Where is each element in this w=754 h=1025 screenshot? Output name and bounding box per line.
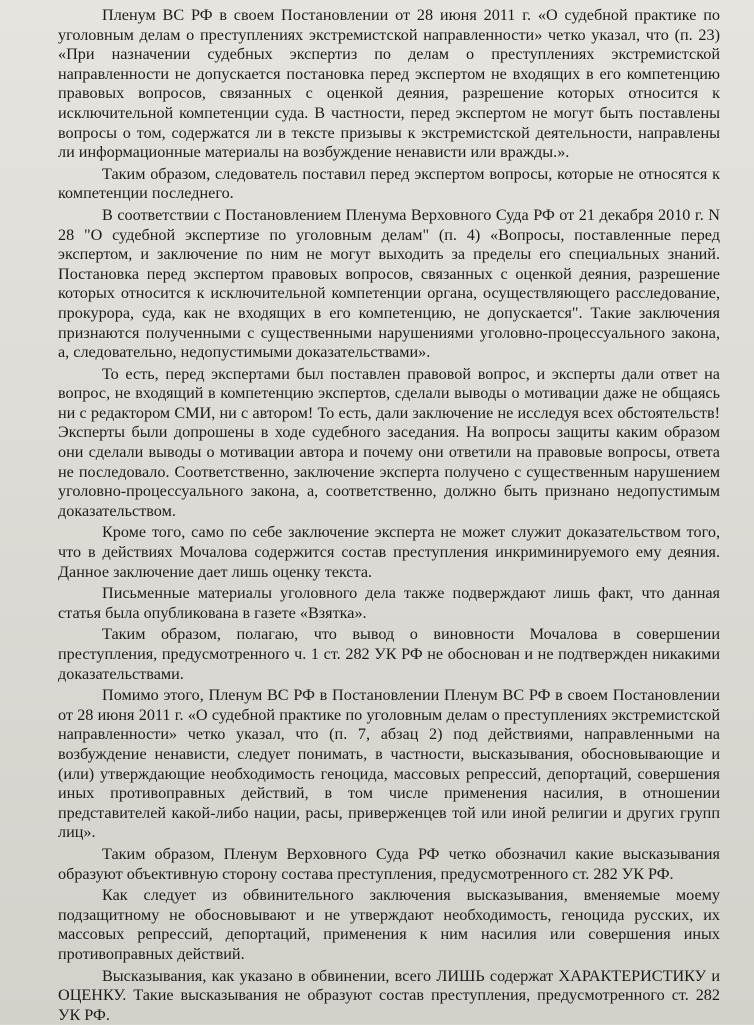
paragraph-characteristic-assessment: Высказывания, как указано в обвинении, всего ЛИШЬ содержат ХАРАКТЕРИСТИКУ и ОЦЕНКУ. Такие высказывания не образуют состав преступления, предусмотренного ст. 282 УК РФ. <box>58 967 720 1025</box>
paragraph-objective-side: Таким образом, Пленум Верховного Суда РФ четко обозначил какие высказывания образуют объективную сторону состава преступления, предусмотренного ст. 282 УК РФ. <box>58 845 720 884</box>
paragraph-indictment-statements: Как следует из обвинительного заключения высказывания, вменяемые моему подзащитному не обосновывают и не утверждают необходимость, геноцида русских, их массовых репрессий, депортаций, применения к ним насилия или совершения иных противоправных действий. <box>58 886 720 964</box>
paragraph-plenum-2011: Пленум ВС РФ в своем Постановлении от 28 июня 2011 г. «О судебной практике по уголовным делам о преступлениях экстремистской направленности» четко указал, что (п. 23) «При назначении судебных экспертиз по делам о преступлениях экстремистской направленности не допускается постановка перед экспертом не входящих в его компетенцию правовых вопросов, связанных с оценкой деяния, разрешение которых относится к исключительной компетенции суда. В частности, перед экспертом не могут быть поставлены вопросы о том, содержатся ли в тексте призывы к экстремистской деятельности, направлены ли информационные материалы на возбуждение ненависти или вражды.». <box>58 6 720 163</box>
paragraph-experts-legal-question: То есть, перед экспертами был поставлен правовой вопрос, и эксперты дали ответ на вопрос, не входящий в компетенцию экспертов, сделали выводы о мотивации даже не общаясь ни с редактором СМИ, ни с автором! То есть, дали заключение не исследуя всех обстоятельств! Эксперты были допрошены в ходе судебного заседания. На вопросы защиты каким образом они сделали выводы о мотивации автора и почему они ответили на правовые вопросы, ответа не последовало. Соответственно, заключение эксперта получено с существенным нарушением уголовно-процессуального закона, а, соответственно, должно быть признано недопустимым доказательством. <box>58 365 720 522</box>
paragraph-plenum-clause-7: Помимо этого, Пленум ВС РФ в Постановлении Пленум ВС РФ в своем Постановлении от 28 июня 2011 г. «О судебной практике по уголовным делам о преступлениях экстремистской направленности» четко указал, что (п. 7, абзац 2) под действиями, направленными на возбуждение ненависти, следует понимать, в частности, высказывания, обосновывающие и (или) утверждающие необходимость геноцида, массовых репрессий, депортаций, совершения иных противоправных действий, в том числе применения насилия, в отношении представителей какой-либо нации, расы, приверженцев той или иной религии и других групп лиц». <box>58 686 720 843</box>
paragraph-expert-opinion-evidence: Кроме того, само по себе заключение эксперта не может служит доказательством того, что в действиях Мочалова содержится состав преступления инкриминируемого ему деяния. Данное заключение дает лишь оценку текста. <box>58 523 720 582</box>
paragraph-written-materials: Письменные материалы уголовного дела также подверждают лишь факт, что данная статья была опубликована в газете «Взятка». <box>58 584 720 623</box>
paragraph-guilt-conclusion: Таким образом, полагаю, что вывод о виновности Мочалова в совершении преступления, предусмотренного ч. 1 ст. 282 УК РФ не обоснован и не подтвержден никакими доказательствами. <box>58 625 720 684</box>
paragraph-investigator-questions: Таким образом, следователь поставил перед экспертом вопросы, которые не относятся к компетенции последнего. <box>58 165 720 204</box>
paragraph-plenum-2010: В соответствии с Постановлением Пленума Верховного Суда РФ от 21 декабря 2010 г. N 28 "О судебной экспертизе по уголовным делам" (п. 4) «Вопросы, поставленные перед экспертом, и заключение по ним не могут выходить за пределы его специальных знаний. Постановка перед экспертом правовых вопросов, связанных с оценкой деяния, разрешение которых относится к исключительной компетенции органа, осуществляющего расследование, прокурора, суда, как не входящих в его компетенцию, не допускается". Такие заключения признаются полученными с существенными нарушениями уголовно-процессуального закона, а, следовательно, недопустимыми доказательствами». <box>58 206 720 363</box>
